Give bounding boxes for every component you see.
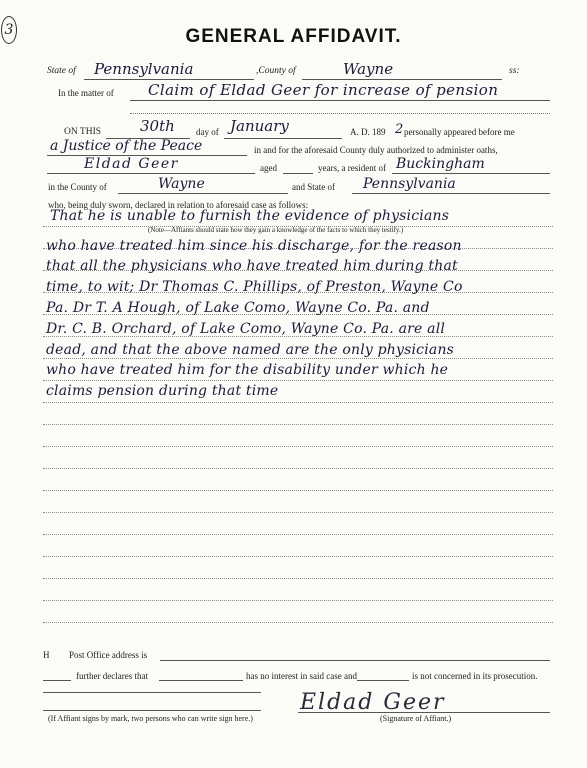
county-res-underline [118,193,288,194]
county-of-label: in the County of [48,182,107,192]
authorized-text: in and for the aforesaid County duly authorized to administer oaths, [254,145,498,155]
state-value: Pennsylvania [94,60,194,78]
state-underline [84,79,254,80]
residence-value: Buckingham [396,156,485,172]
state-of-label: and State of [292,182,335,192]
post-office-label: Post Office address is [69,650,148,660]
affiant-value: Eldad Geer [84,156,179,172]
ruled-line [43,512,553,513]
month-value: January [230,117,289,135]
ruled-line [43,358,553,359]
page-number-stamp: 3 [1,16,17,44]
ss-label: ss: [509,66,520,76]
ruled-line [43,556,553,557]
ruled-line [43,380,553,381]
statement-line-8: who have treated him for the disability under which he [46,362,449,378]
aged-underline [283,173,313,174]
form-title: GENERAL AFFIDAVIT. [185,26,402,47]
affiant-underline [47,173,255,174]
ruled-line [43,600,553,601]
ruled-line [43,622,553,623]
ruled-line [43,534,553,535]
on-this-label: ON THIS [64,127,102,137]
concerned-blank-underline [357,680,409,681]
matter-extra-line [130,113,550,114]
signature-underline [298,712,550,713]
appeared-text: personally appeared before me [404,127,515,137]
day-of-label: day of [196,127,219,137]
state-label: State of [47,66,76,76]
state-res-underline [352,193,550,194]
residence-underline [392,173,550,174]
month-underline [224,138,342,139]
ruled-line [43,446,553,447]
county-value: Wayne [343,60,394,78]
ruled-line [43,578,553,579]
h-marker: H [43,650,50,660]
further-blank-underline [159,680,243,681]
aged-label: aged [260,163,277,173]
matter-value: Claim of Eldad Geer for increase of pension [148,81,499,99]
county-label: ,County of [256,66,296,76]
post-office-underline [160,660,550,661]
statement-line-2: who have treated him since his discharge, for the reason [46,238,462,254]
statement-line-7: dead, and that the above named are the only physicians [46,342,455,358]
statement-line-6: Dr. C. B. Orchard, of Lake Como, Wayne Co. Pa. are all [46,321,446,337]
matter-underline [130,100,550,101]
ruled-line [43,490,553,491]
statement-line-4: time, to wit; Dr Thomas C. Phillips, of Preston, Wayne Co [46,279,463,295]
officer-value: a Justice of the Peace [50,138,203,154]
county-res-value: Wayne [158,176,205,192]
facts-note: (Note—Affiants should state how they gain a knowledge of the facts to which they testify.) [148,226,404,234]
year-digit: 2 [395,122,404,137]
mark-note: (If Affiant signs by mark, two persons who can write sign here.) [48,714,253,723]
state-res-value: Pennsylvania [363,176,456,192]
statement-line-1: That he is unable to furnish the evidence of physicians [50,208,450,224]
day-value: 30th [140,117,175,135]
no-interest-text: has no interest in said case and [246,671,357,681]
affiant-signature: Eldad Geer [300,690,446,715]
witness-line-1 [43,692,261,693]
not-concerned-text: is not concerned in its prosecution. [412,671,538,681]
matter-label: In the matter of [58,88,114,98]
statement-line-9: claims pension during that time [46,383,279,399]
ad-label: A. D. 189 [350,127,386,137]
county-underline [302,79,502,80]
sworn-text: who, being duly sworn, declared in relation to aforesaid case as follows: [48,200,309,210]
witness-line-2 [43,710,261,711]
ruled-line [43,424,553,425]
ruled-line [43,402,553,403]
further-name-underline [43,680,71,681]
statement-line-3: that all the physicians who have treated him during that [46,258,458,274]
further-declares-text: further declares that [76,671,148,681]
years-resident-label: years, a resident of [318,163,386,173]
ruled-line [43,468,553,469]
signature-caption: (Signature of Affiant.) [380,714,452,723]
statement-line-5: Pa. Dr T. A Hough, of Lake Como, Wayne Co. Pa. and [46,300,430,316]
